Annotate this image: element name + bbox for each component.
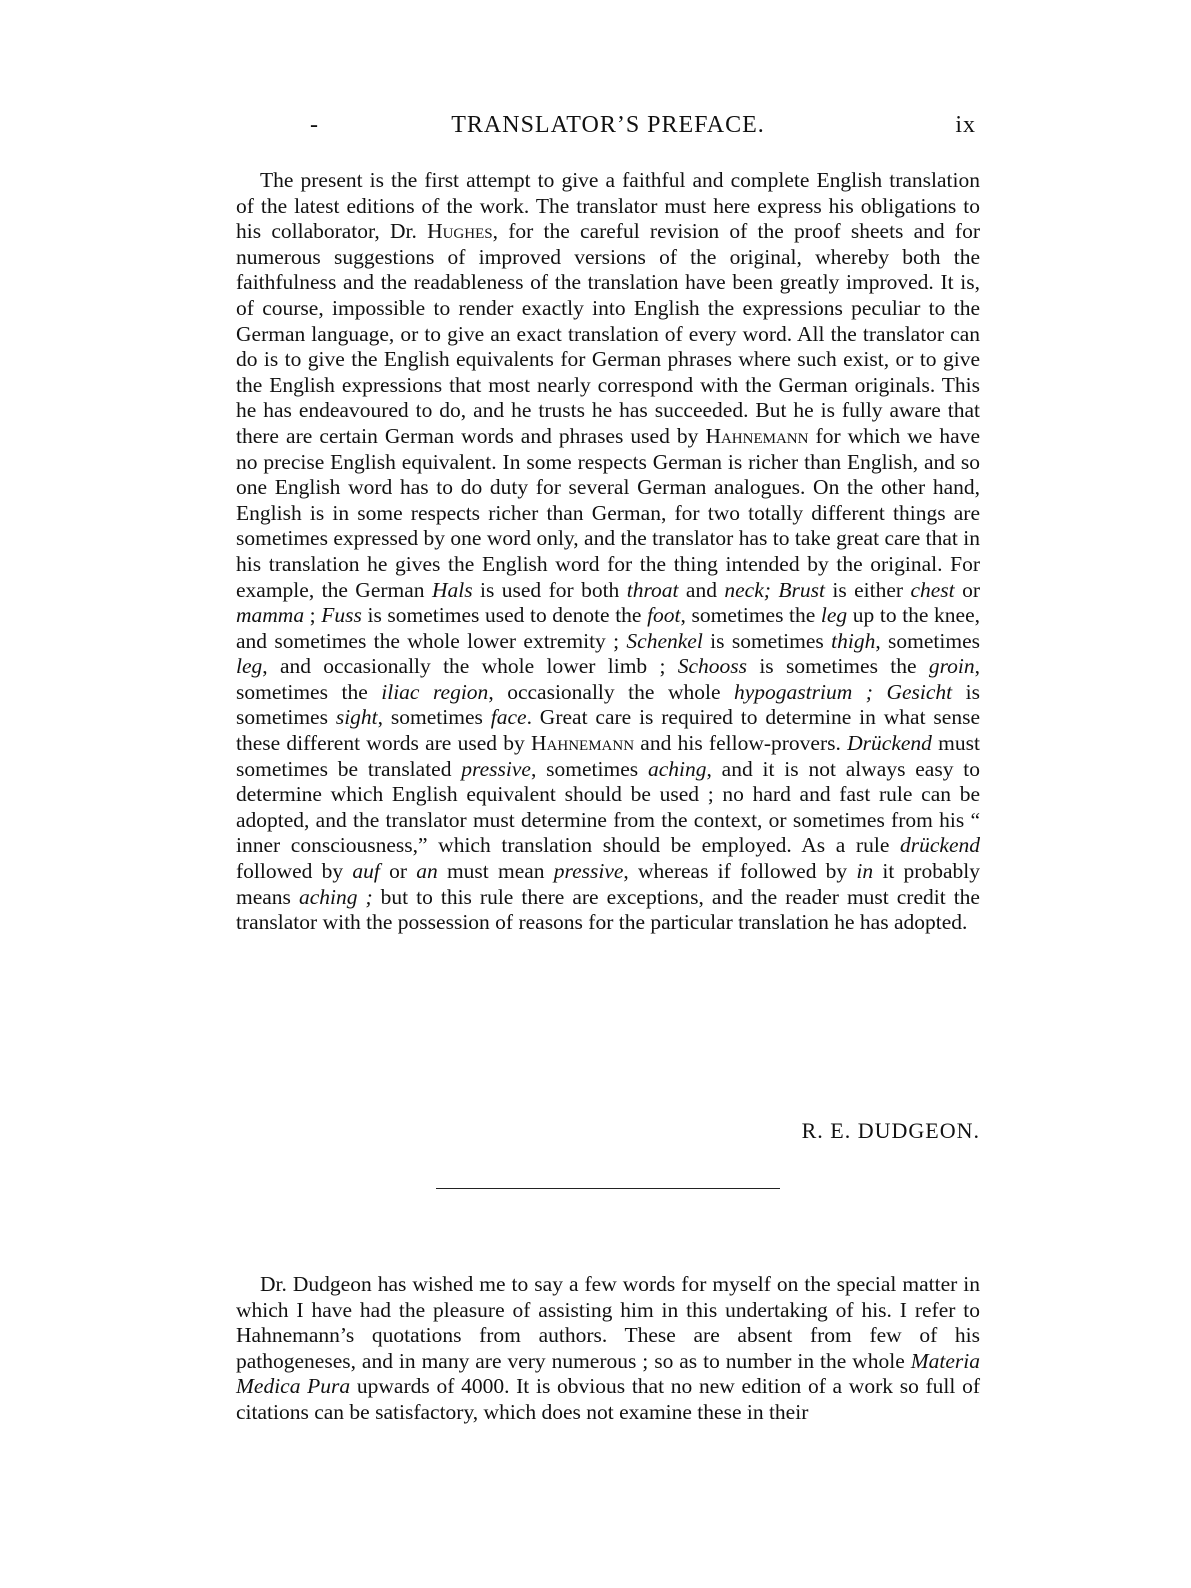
section-divider (436, 1188, 780, 1189)
text-run: followed by (236, 859, 353, 884)
italic-term: aching (647, 756, 707, 781)
italic-term: leg (820, 603, 848, 628)
text-run: ; (304, 603, 322, 628)
italic-term: an (416, 859, 438, 884)
italic-term: drückend (900, 833, 980, 858)
italic-term: Hals (431, 577, 473, 602)
continuation-body (236, 1272, 980, 1426)
text-run: is sometimes the (747, 654, 929, 679)
text-run: , sometimes (530, 756, 648, 781)
text-run: , sometimes (875, 628, 980, 653)
italic-term: face (490, 705, 527, 730)
signature: R. E. DUDGEON. (801, 1118, 980, 1143)
italic-term: foot (647, 603, 681, 628)
italic-term: hypogastrium ; (734, 679, 873, 704)
italic-term: in (856, 859, 874, 884)
italic-term: Drückend (847, 731, 932, 756)
italic-term: Gesicht (886, 679, 953, 704)
text-run: up to the knee, and sometimes the whole lower extremity ; (236, 603, 981, 653)
text-run: is used for both (472, 577, 627, 602)
page-number: ix (955, 112, 976, 138)
small-caps-name: Hahnemann (705, 423, 809, 448)
text-run: , whereas if followed by (623, 859, 857, 884)
italic-term: chest (910, 577, 955, 602)
text-run: is sometimes (236, 679, 980, 730)
preface-paragraph (236, 168, 980, 936)
text-run: and his fellow-provers. (634, 731, 848, 756)
italic-term: throat (626, 577, 679, 602)
italic-term: Fuss (321, 603, 362, 628)
preface-body (236, 168, 980, 936)
text-run: , for the careful revision of the proof sheets and for numerous suggestions of improved versions of the original, whereby both the faithfulness and the readableness of the translation have been greatly improved. It is, of course, impossible to render exactly into English the expressions peculiar to the German language, or to give an exact translation of every word. All the translator can do is to give the English equivalents for German phrases where such exist, or to give the English expressions that most nearly correspond with the German originals. This he has endeavoured to do, and he trusts he has succeeded. But he is fully aware that there are certain German words and phrases used by (236, 219, 980, 448)
text-run: upwards of 4000. It is obvious that no new edition of a work so full of citations can be satisfactory, which does not examine these in their (236, 1374, 980, 1424)
text-run: Dr. Dudgeon has wished me to say a few words for myself on the special matter in which I have had the pleasure of assisting him in this undertaking of his. I refer to Hahnemann’s quotations from authors. These are absent from few of his pathogeneses, and in many are very numerous ; so as to number in the whole (236, 1272, 980, 1373)
text-run: is sometimes used to denote the (361, 603, 648, 628)
text-run: , sometimes the (236, 654, 980, 704)
text-run: or (379, 859, 417, 884)
italic-term: pressive (461, 756, 531, 781)
text-run: , sometimes the (680, 603, 821, 628)
text-run: , occasionally the whole (488, 679, 734, 704)
italic-term: thigh (831, 628, 876, 653)
italic-term: sight (335, 705, 378, 730)
text-run: it probably means (236, 859, 980, 909)
italic-term: auf (352, 859, 380, 884)
text-run: . Great care is required to determine in what sense these different words are used by (236, 705, 980, 756)
italic-term: pressive (553, 859, 624, 884)
text-run: must mean (437, 859, 554, 884)
continuation-paragraph (236, 1272, 980, 1426)
text-run: , sometimes (377, 705, 491, 730)
running-header (236, 112, 980, 148)
italic-term: Schooss (677, 654, 748, 679)
text-run: or (954, 577, 980, 602)
text-run: The present is the first attempt to give a faithful and complete English translation of the latest editions of the work. The translator must here express his obligations to his collaborator, Dr. (236, 168, 980, 244)
small-caps-name: Hahnemann (531, 731, 635, 756)
running-title: TRANSLATOR’S PREFACE. (451, 112, 765, 138)
text-run: , and occasionally the whole lower limb ; (262, 654, 678, 679)
italic-term: iliac region (381, 679, 489, 704)
small-caps-name: Hughes (427, 219, 493, 244)
italic-term: Materia Medica Pura (236, 1348, 980, 1399)
header-mark: - (310, 112, 319, 138)
italic-term: Schenkel (626, 628, 703, 653)
text-run (873, 680, 887, 704)
italic-term: aching ; (298, 884, 373, 909)
text-run: must sometimes be translated (236, 731, 980, 781)
italic-term: groin (928, 654, 975, 679)
text-run: but to this rule there are exceptions, and the reader must credit the translator with the possession of reasons for the particular translation he has adopted. (236, 884, 980, 935)
text-run: and (678, 577, 725, 602)
italic-term: Brust (778, 577, 825, 602)
text-run: , and it is not always easy to determine which English equivalent should be used ; no hard and fast rule can be adopted, and the translator must determine from the context, or sometimes from his “ inner consciousness,” which translation should be employed. As a rule (236, 756, 980, 858)
text-run: is sometimes (702, 628, 832, 653)
italic-term: mamma (236, 603, 305, 628)
italic-term: neck; (724, 577, 771, 602)
text-run: for which we have no precise English equivalent. In some respects German is richer than English, and so one English word has to do duty for several German analogues. On the other hand, English is in some respects richer than German, for two totally different things are sometimes expressed by one word only, and the translator has to take great care that in his translation he gives the English word for the thing intended by the original. For example, the German (236, 423, 980, 602)
italic-term: leg (236, 654, 263, 679)
text-run: is either (824, 577, 911, 602)
